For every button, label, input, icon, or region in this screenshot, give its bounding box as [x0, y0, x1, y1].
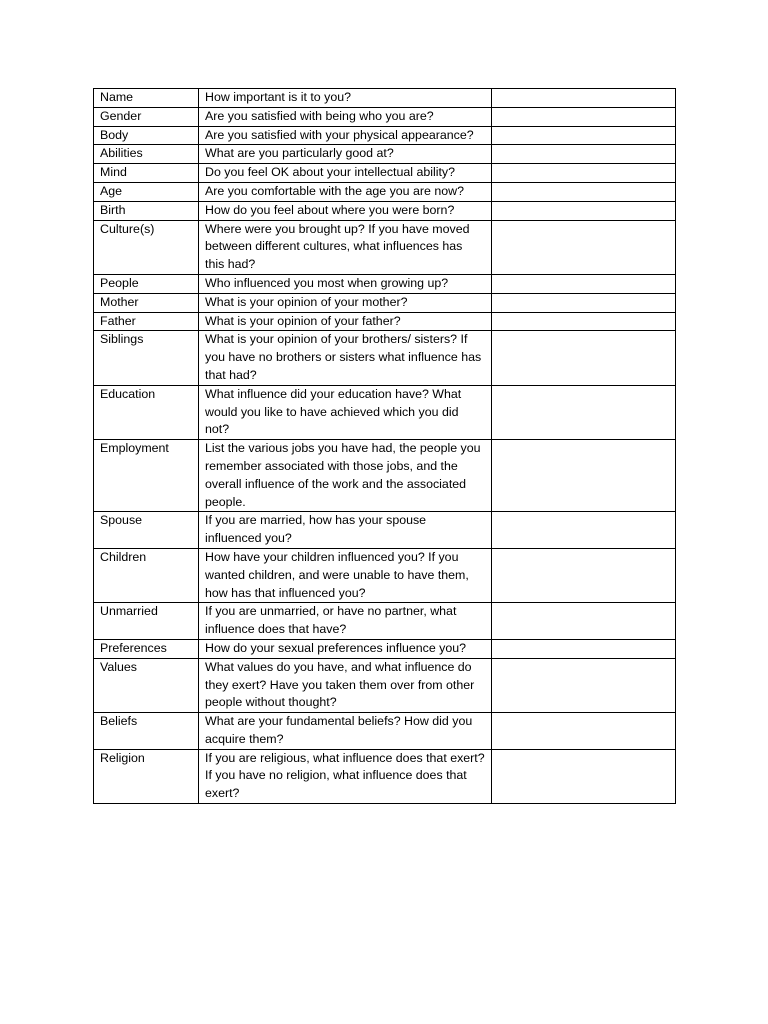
question-cell: What is your opinion of your mother? — [199, 293, 492, 312]
table-row — [94, 201, 676, 220]
answer-cell[interactable] — [492, 145, 676, 164]
answer-cell[interactable] — [492, 512, 676, 549]
table-row — [94, 713, 676, 750]
topic-cell: Body — [94, 126, 199, 145]
questionnaire-body — [94, 89, 676, 804]
topic-cell: Culture(s) — [94, 220, 199, 274]
topic-cell: Siblings — [94, 331, 199, 385]
question-cell: If you are religious, what influence does that exert? If you have no religion, what influence does that exert? — [199, 749, 492, 803]
answer-cell[interactable] — [492, 749, 676, 803]
table-row — [94, 312, 676, 331]
question-cell: Are you comfortable with the age you are now? — [199, 182, 492, 201]
question-cell: What are you particularly good at? — [199, 145, 492, 164]
table-row — [94, 293, 676, 312]
answer-cell[interactable] — [492, 312, 676, 331]
question-cell: Are you satisfied with being who you are? — [199, 107, 492, 126]
topic-cell: Father — [94, 312, 199, 331]
answer-cell[interactable] — [492, 658, 676, 712]
table-row — [94, 220, 676, 274]
answer-cell[interactable] — [492, 201, 676, 220]
answer-cell[interactable] — [492, 89, 676, 108]
table-row — [94, 658, 676, 712]
answer-cell[interactable] — [492, 440, 676, 512]
answer-cell[interactable] — [492, 331, 676, 385]
table-row — [94, 274, 676, 293]
table-row — [94, 89, 676, 108]
answer-cell[interactable] — [492, 126, 676, 145]
table-row — [94, 107, 676, 126]
question-cell: Who influenced you most when growing up? — [199, 274, 492, 293]
table-row — [94, 639, 676, 658]
topic-cell: Mother — [94, 293, 199, 312]
table-row — [94, 145, 676, 164]
question-cell: List the various jobs you have had, the people you remember associated with those jobs, and the overall influence of the work and the associated people. — [199, 440, 492, 512]
table-row — [94, 331, 676, 385]
answer-cell[interactable] — [492, 107, 676, 126]
topic-cell: Children — [94, 548, 199, 602]
table-row — [94, 603, 676, 640]
table-row — [94, 548, 676, 602]
question-cell: Are you satisfied with your physical appearance? — [199, 126, 492, 145]
question-cell: How have your children influenced you? If you wanted children, and were unable to have them, how has that influenced you? — [199, 548, 492, 602]
question-cell: How do your sexual preferences influence you? — [199, 639, 492, 658]
question-cell: What are your fundamental beliefs? How did you acquire them? — [199, 713, 492, 750]
topic-cell: Beliefs — [94, 713, 199, 750]
question-cell: Where were you brought up? If you have moved between different cultures, what influences has this had? — [199, 220, 492, 274]
topic-cell: People — [94, 274, 199, 293]
questionnaire-table — [93, 88, 676, 804]
answer-cell[interactable] — [492, 713, 676, 750]
topic-cell: Employment — [94, 440, 199, 512]
topic-cell: Age — [94, 182, 199, 201]
topic-cell: Religion — [94, 749, 199, 803]
answer-cell[interactable] — [492, 274, 676, 293]
question-cell: How important is it to you? — [199, 89, 492, 108]
answer-cell[interactable] — [492, 182, 676, 201]
answer-cell[interactable] — [492, 220, 676, 274]
answer-cell[interactable] — [492, 164, 676, 183]
topic-cell: Preferences — [94, 639, 199, 658]
topic-cell: Values — [94, 658, 199, 712]
question-cell: If you are married, how has your spouse influenced you? — [199, 512, 492, 549]
topic-cell: Mind — [94, 164, 199, 183]
table-row — [94, 440, 676, 512]
table-row — [94, 749, 676, 803]
table-row — [94, 512, 676, 549]
topic-cell: Birth — [94, 201, 199, 220]
topic-cell: Gender — [94, 107, 199, 126]
question-cell: What is your opinion of your father? — [199, 312, 492, 331]
topic-cell: Name — [94, 89, 199, 108]
table-row — [94, 182, 676, 201]
question-cell: What influence did your education have? What would you like to have achieved which you did not? — [199, 385, 492, 439]
question-cell: If you are unmarried, or have no partner, what influence does that have? — [199, 603, 492, 640]
answer-cell[interactable] — [492, 639, 676, 658]
question-cell: How do you feel about where you were born? — [199, 201, 492, 220]
table-row — [94, 385, 676, 439]
answer-cell[interactable] — [492, 385, 676, 439]
topic-cell: Education — [94, 385, 199, 439]
topic-cell: Unmarried — [94, 603, 199, 640]
question-cell: What values do you have, and what influence do they exert? Have you taken them over from other people without thought? — [199, 658, 492, 712]
answer-cell[interactable] — [492, 603, 676, 640]
topic-cell: Abilities — [94, 145, 199, 164]
question-cell: What is your opinion of your brothers/ sisters? If you have no brothers or sisters what influence has that had? — [199, 331, 492, 385]
question-cell: Do you feel OK about your intellectual ability? — [199, 164, 492, 183]
answer-cell[interactable] — [492, 548, 676, 602]
table-row — [94, 164, 676, 183]
answer-cell[interactable] — [492, 293, 676, 312]
table-row — [94, 126, 676, 145]
topic-cell: Spouse — [94, 512, 199, 549]
